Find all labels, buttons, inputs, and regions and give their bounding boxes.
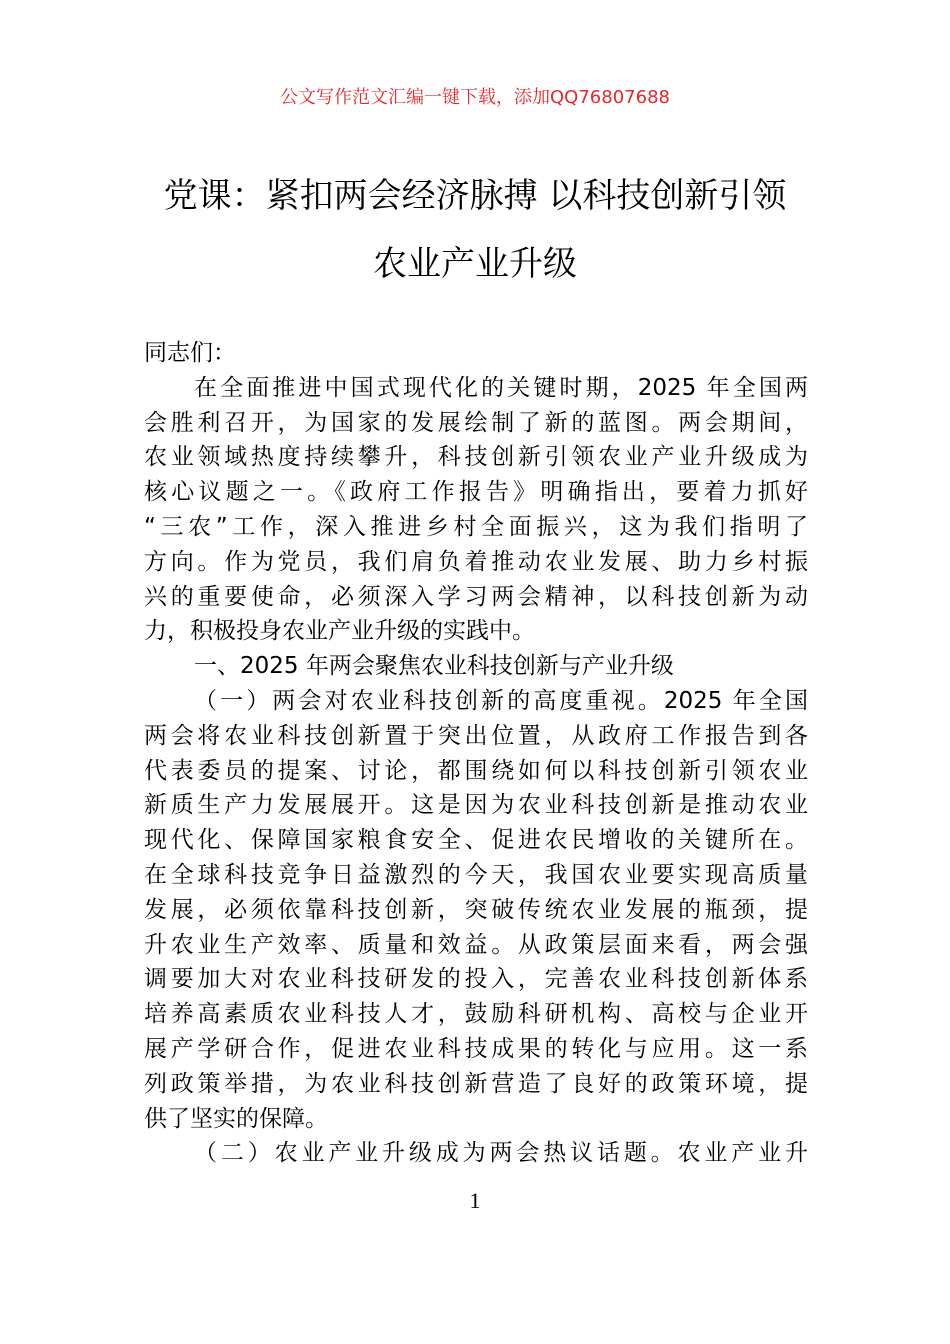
- salutation: 同志们：: [144, 340, 236, 366]
- paragraph-line: 两会将农业科技创新置于突出位置，从政府工作报告到各: [144, 722, 808, 749]
- paragraph-line: （二）农业产业升级成为两会热议话题。农业产业升: [194, 1140, 808, 1167]
- document-title-line-2: 农业产业升级: [373, 244, 577, 284]
- paragraph-line: 新质生产力发展展开。这是因为农业科技创新是推动农业: [144, 792, 808, 819]
- paragraph-line: 兴的重要使命，必须深入学习两会精神，以科技创新为动: [144, 583, 808, 610]
- paragraph-line: 列政策举措，为农业科技创新营造了良好的政策环境，提: [144, 1070, 808, 1097]
- paragraph-line: 会胜利召开，为国家的发展绘制了新的蓝图。两会期间，: [144, 409, 808, 436]
- section-heading: 一、2025 年两会聚焦农业科技创新与产业升级: [194, 653, 674, 680]
- paragraph-line: 展产学研合作，促进农业科技成果的转化与应用。这一系: [144, 1035, 808, 1062]
- paragraph-line: 供了坚实的保障。: [144, 1105, 328, 1132]
- paragraph-line: 力，积极投身农业产业升级的实践中。: [144, 618, 535, 645]
- paragraph-line: 升农业生产效率、质量和效益。从政策层面来看，两会强: [144, 931, 808, 958]
- document-title-line-1: 党课：紧扣两会经济脉搏 以科技创新引领: [163, 176, 787, 216]
- paragraph-line: 调要加大对农业科技研发的投入，完善农业科技创新体系: [144, 966, 808, 993]
- paragraph-line: “三农”工作，深入推进乡村全面振兴，这为我们指明了: [144, 513, 808, 540]
- page-number: 1: [469, 1188, 481, 1213]
- paragraph-line: 方向。作为党员，我们肩负着推动农业发展、助力乡村振: [144, 548, 808, 575]
- document-body: [144, 336, 808, 1171]
- paragraph-line: 培养高素质农业科技人才，鼓励科研机构、高校与企业开: [144, 1001, 808, 1028]
- paragraph-line: 代表委员的提案、讨论，都围绕如何以科技创新引领农业: [144, 757, 808, 784]
- paragraph-line: 现代化、保障国家粮食安全、促进农民增收的关键所在。: [144, 827, 808, 854]
- paragraph-line: 在全球科技竞争日益激烈的今天，我国农业要实现高质量: [144, 861, 808, 888]
- paragraph-line: 在全面推进中国式现代化的关键时期，2025 年全国两: [194, 374, 808, 401]
- watermark-banner: 公文写作范文汇编一键下载，添加QQ76807688: [280, 87, 670, 108]
- paragraph-line: 发展，必须依靠科技创新，突破传统农业发展的瓶颈，提: [144, 896, 808, 923]
- paragraph-line: 核心议题之一。《政府工作报告》明确指出，要着力抓好: [144, 479, 808, 506]
- paragraph-line: 农业领域热度持续攀升，科技创新引领农业产业升级成为: [144, 444, 808, 471]
- paragraph-line: （一）两会对农业科技创新的高度重视。2025 年全国: [194, 687, 808, 714]
